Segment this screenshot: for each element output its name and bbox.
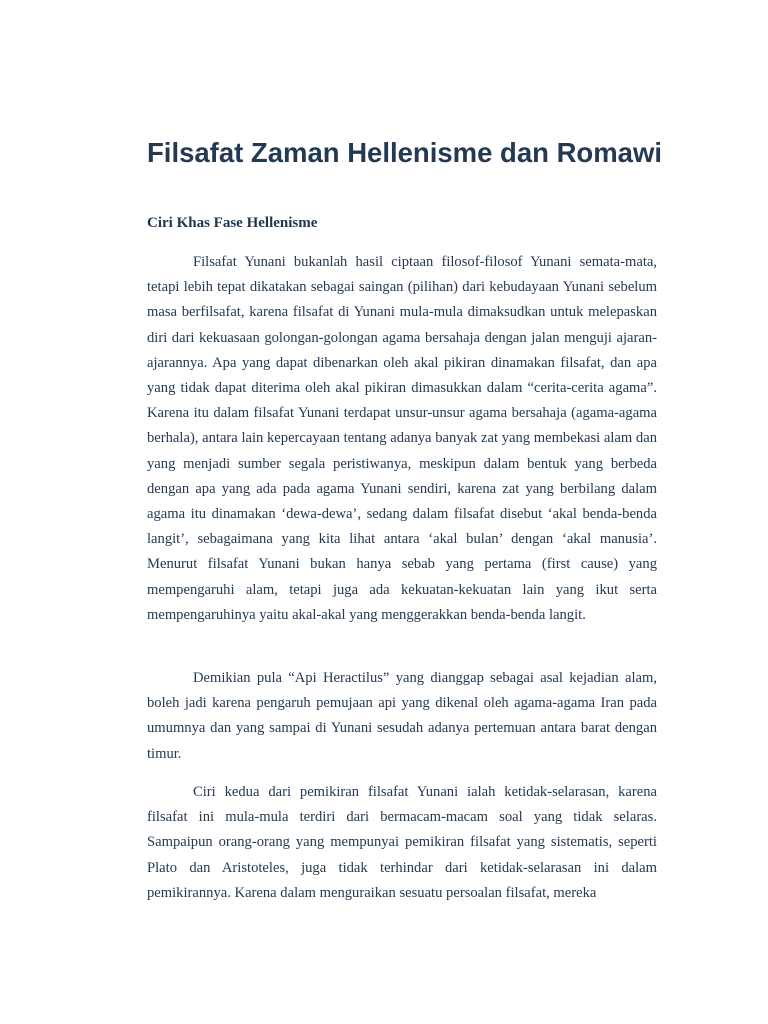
document-title: Filsafat Zaman Hellenisme dan Romawi <box>147 137 663 168</box>
paragraph-2: Demikian pula “Api Heractilus” yang dianggap sebagai asal kejadian alam, boleh jadi karena pengaruh pemujaan api yang dikenal oleh agama-agama Iran pada umumnya dan yang sampai di Yunani sesudah adanya pertemuan antara barat dengan timur. <box>147 670 657 762</box>
paragraph-1: Filsafat Yunani bukanlah hasil ciptaan filosof-filosof Yunani semata-mata, tetapi lebih tepat dikatakan sebagai saingan (pilihan) dari kebudayaan Yunani sebelum masa berfilsafat, karena filsafat di Yunani mula-mula dimaksudkan untuk melepaskan diri dari kekuasaan golongan-golongan agama bersahaja dengan jalan menguji ajaran-ajarannya. Apa yang dapat dibenarkan oleh akal pikiran dinamakan filsafat, dan apa yang tidak dapat diterima oleh akal pikiran dimasukkan dalam “cerita-cerita agama”. Karena itu dalam filsafat Yunani terdapat unsur-unsur agama bersahaja (agama-agama berhala), antara lain kepercayaan tentang adanya banyak zat yang membekasi alam dan yang menjadi sumber segala peristiwanya, meskipun dalam bentuk yang berbeda dengan apa yang ada pada agama Yunani sendiri, karena zat yang berbilang dalam agama itu dinamakan ‘dewa-dewa’, sedang dalam filsafat disebut ‘akal benda-benda langit’, sebagaimana yang kita lihat antara ‘akal bulan’ dengan ‘akal manusia’. Menurut filsafat Yunani bukan hanya sebab yang pertama (first cause) yang mempengaruhi alam, tetapi juga ada kekuatan-kekuatan lain yang ikut serta mempengaruhinya yaitu akal-akal yang menggerakkan benda-benda langit. <box>147 254 657 623</box>
paragraph-3: Ciri kedua dari pemikiran filsafat Yunani ialah ketidak-selarasan, karena filsafat ini mula-mula terdiri dari bermacam-macam soal yang tidak selaras. Sampaipun orang-orang yang mempunyai pemikiran filsafat yang sistematis, seperti Plato dan Aristoteles, juga tidak terhindar dari ketidak-selarasan ini dalam pemikirannya. Karena dalam menguraikan sesuatu persoalan filsafat, mereka <box>147 784 657 901</box>
section-heading: Ciri Khas Fase Hellenisme <box>147 215 318 231</box>
